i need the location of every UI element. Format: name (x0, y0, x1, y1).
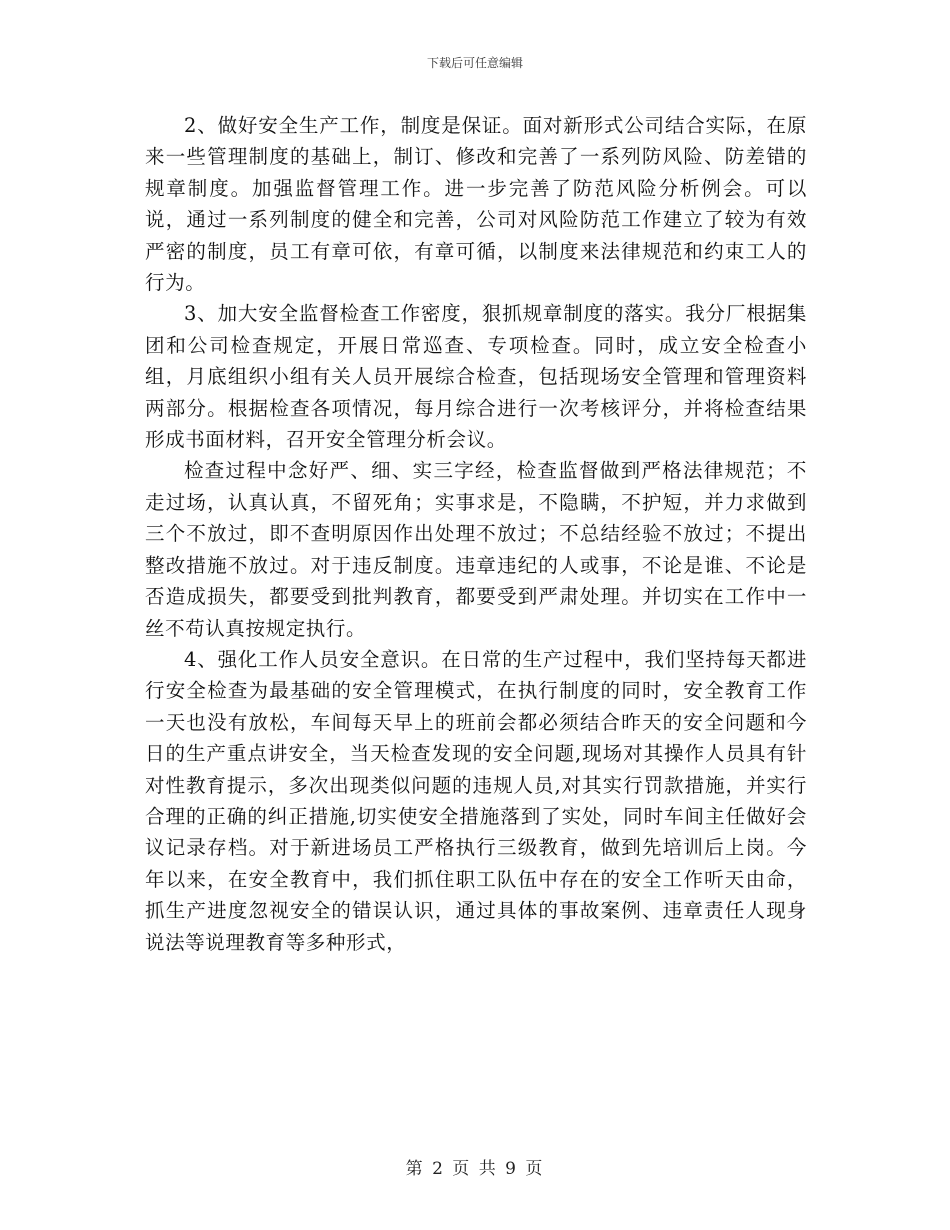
paragraph-item-2: 2、做好安全生产工作，制度是保证。面对新形式公司结合实际，在原来一些管理制度的基础上，制订、修改和完善了一系列防风险、防差错的规章制度。加强监督管理工作。进一步完善了防范风险分析例会。可以说，通过一系列制度的健全和完善，公司对风险防范工作建立了较为有效严密的制度，员工有章可依，有章可循，以制度来法律规范和约束工人的行为。 (145, 114, 807, 295)
paragraph-item-3: 3、加大安全监督检查工作密度，狠抓规章制度的落实。我分厂根据集团和公司检查规定，开展日常巡查、专项检查。同时，成立安全检查小组，月底组织小组有关人员开展综合检查，包括现场安全管理和管理资料两部分。根据检查各项情况，每月综合进行一次考核评分，并将检查结果形成书面材料，召开安全管理分析会议。 (145, 302, 807, 452)
page-number: 第 2 页 共 9 页 (405, 1159, 545, 1179)
page-header-note: 下载后可任意编辑 (426, 56, 523, 70)
paragraph-item-4: 4、强化工作人员安全意识。在日常的生产过程中，我们坚持每天都进行安全检查为最基础的安全管理模式，在执行制度的同时，安全教育工作一天也没有放松，车间每天早上的班前会都必须结合昨天的安全问题和今日的生产重点讲安全，当天检查发现的安全问题,现场对其操作人员具有针对性教育提示，多次出现类似问题的违规人员,对其实行罚款措施，并实行合理的正确的纠正措施,切实使安全措施落到了实处，同时车间主任做好会议记录存档。对于新进场员工严格执行三级教育，做到先培训后上岗。今年以来，在安全教育中，我们抓住职工队伍中存在的安全工作听天由命，抓生产进度忽视安全的错误认识，通过具体的事故案例、违章责任人现身说法等说理教育等多种形式， (145, 647, 807, 954)
paragraph-inspection: 检查过程中念好严、细、实三字经，检查监督做到严格法律规范；不走过场，认真认真，不留死角；实事求是，不隐瞒，不护短，并力求做到三个不放过，即不查明原因作出处理不放过；不总结经验不放过；不提出整改措施不放过。对于违反制度。违章违纪的人或事，不论是谁、不论是否造成损失，都要受到批判教育，都要受到严肃处理。并切实在工作中一丝不苟认真按规定执行。 (145, 459, 807, 640)
document-body (145, 110, 807, 958)
